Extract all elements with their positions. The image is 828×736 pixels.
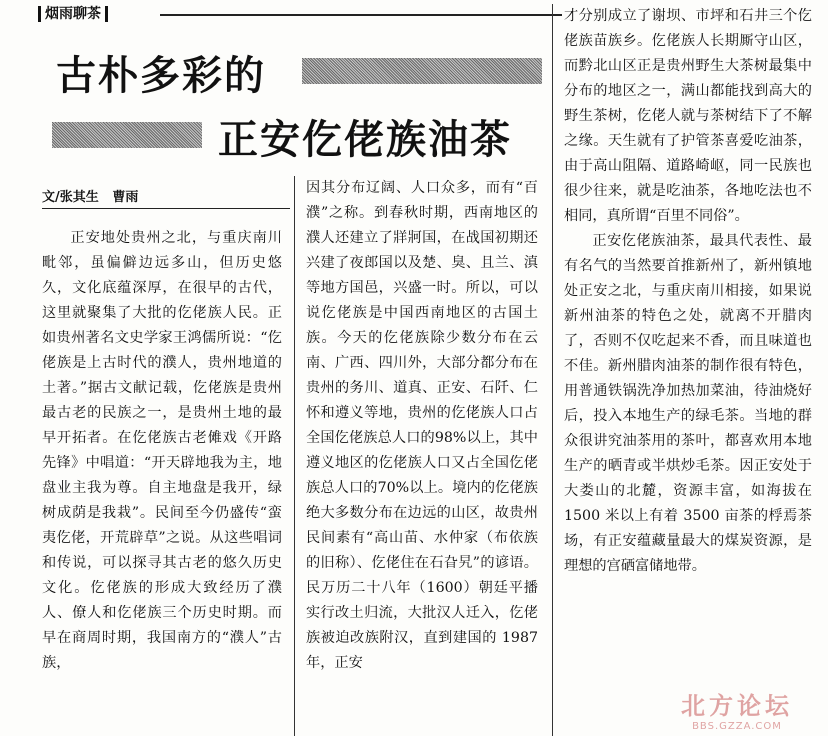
forum-watermark: [652, 686, 822, 732]
paragraph: 因其分布辽阔、人口众多，而有“百濮”之称。到春秋时期，西南地区的濮人还建立了牂牁国，在战国初期还兴建了夜郎国以及楚、臭、且兰、滇等地方国邑，兴盛一时。所以，可以说仡佬族是中国西南地区的古国土族。今天的仡佬族除少数分布在云南、广西、四川外，大部分都分布在贵州的务川、道真、正安、石阡、仁怀和遵义等地，贵州的仡佬族人口占全国仡佬族总人口的98%以上，其中遵义地区的仡佬族人口又占全国仡佬族总人口的70%以上。境内的仡佬族绝大多数分布在边远的山区，故贵州民间素有“高山苗、水仲家（布依族的旧称）、仡佬住在石旮旯”的谚语。民万历二十八年（1600）朝廷平播实行改土归流，大批汉人迁入，仡佬族被迫改族附汉，直到建国的 1987 年，正安: [306, 180, 538, 671]
title-halftone-band-1: [302, 58, 542, 84]
header-rule: [160, 14, 562, 16]
column-tag: [38, 4, 108, 24]
watermark-logo-text: 北方论坛: [681, 692, 793, 720]
column-tag-bar: [38, 6, 41, 22]
column-divider-1: [294, 176, 295, 736]
title-halftone-band-2: [52, 122, 202, 148]
byline: 文/张其生 曹雨: [42, 186, 290, 209]
column-tag-label: 烟雨聊茶: [45, 6, 101, 22]
paragraph: 才分别成立了谢坝、市坪和石井三个仡佬族苗族乡。仡佬族人长期厮守山区，而黔北山区正是贵州野生大茶树最集中分布的地区之一，满山都能找到高大的野生茶树，仡佬人就与茶树结下了不解之缘。天生就有了护管茶喜爱吃油茶，由于高山阻隔、道路崎岖，同一民族也很少往来，就是吃油茶，各地吃法也不相同，真所谓“百里不同俗”。: [564, 8, 812, 224]
text-column-2: [306, 176, 538, 732]
text-column-3: [564, 4, 812, 732]
column-divider-2: [552, 4, 553, 736]
column-tag-bar-right: [105, 6, 108, 22]
paragraph: 正安地处贵州之北，与重庆南川毗邻，虽偏僻边远多山，但历史悠久，文化底蕴深厚，在很早的古代，这里就聚集了大批的仡佬族人民。正如贵州著名文史学家王鸿儒所说：“仡佬族是上古时代的濮人，贵州地道的土著。”据古文献记载，仡佬族是贵州最古老的民族之一，是贵州土地的最早开拓者。在仡佬族古老傩戏《开路先锋》中唱道：“开天辟地我为主，地盘业主我为尊。自主地盘是我开，绿树成荫是我栽”。民间至今仍盛传“蛮夷仡佬，开荒辟草”之说。从这些唱词和传说，可以探寻其古老的悠久历史文化。仡佬族的形成大致经历了濮人、僚人和仡佬族三个历史时期。而早在商周时期，我国南方的“濮人”古族，: [42, 230, 282, 671]
paragraph: 正安仡佬族油茶，最具代表性、最有名气的当然要首推新州了，新州镇地处正安之北，与重庆南川相接，如果说新州油茶的特色之处，就离不开腊肉了，否则不仅吃起来不香，而且味道也不佳。新州腊肉油茶的制作很有特色，用普通铁锅洗净加热加菜油，待油烧好后，投入本地生产的绿毛茶。当地的群众很讲究油茶用的茶叶，都喜欢用本地生产的晒青或半烘炒毛茶。因正安处于大娄山的北麓，资源丰富，如海拔在 1500 米以上有着 3500 亩茶的桴焉茶场，有正安蕴藏量最大的煤炭资源，是理想的宫硒富储地带。: [564, 233, 812, 574]
watermark-url: BBS.GZZA.COM: [692, 721, 782, 732]
article-title-line1: 古朴多彩的: [56, 53, 266, 99]
article-title-line2: 正安仡佬族油茶: [218, 117, 512, 163]
text-column-1: [42, 226, 282, 732]
